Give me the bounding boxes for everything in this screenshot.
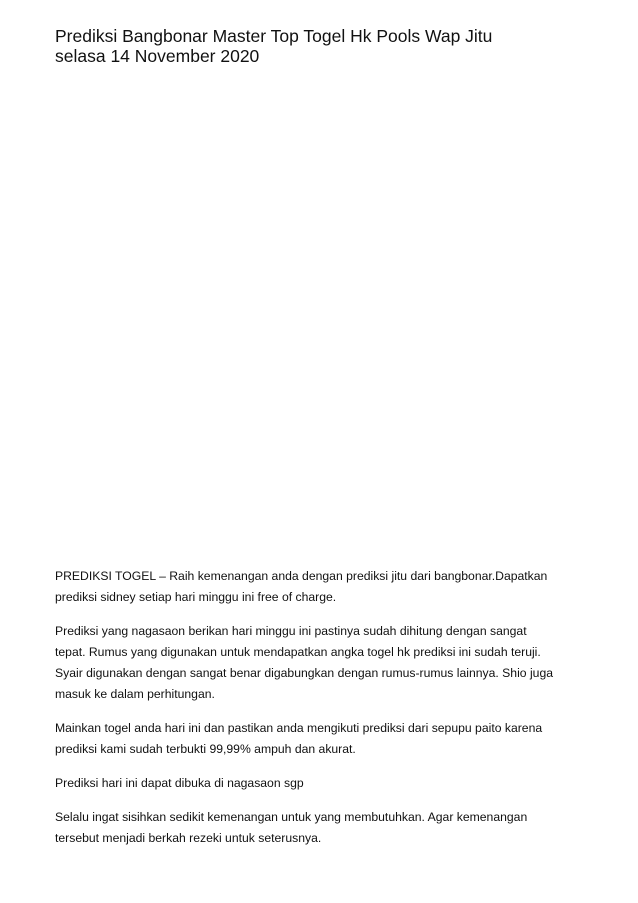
text-line: Selalu ingat sisihkan sedikit kemenangan untuk yang membutuhkan. Agar kemenangan <box>55 810 528 824</box>
page-title-line: Prediksi Bangbonar Master Top Togel Hk Pools Wap Jitu <box>55 26 493 46</box>
text-line: Mainkan togel anda hari ini dan pastikan anda mengikuti prediksi dari sepupu paito karena <box>55 721 543 735</box>
paragraph <box>55 807 600 849</box>
paragraph <box>55 718 600 760</box>
paragraph <box>55 773 600 794</box>
text-line: prediksi kami sudah terbukti 99,99% ampuh dan akurat. <box>55 742 356 756</box>
text-line: Prediksi hari ini dapat dibuka di nagasaon sgp <box>55 776 304 790</box>
text-line: Syair digunakan dengan sangat benar digabungkan dengan rumus-rumus lainnya. Shio juga <box>55 666 554 680</box>
text-line: PREDIKSI TOGEL – Raih kemenangan anda dengan prediksi jitu dari bangbonar.Dapatkan <box>55 569 548 583</box>
page-title <box>55 26 595 66</box>
paragraph <box>55 566 600 608</box>
text-line: prediksi sidney setiap hari minggu ini free of charge. <box>55 590 337 604</box>
page-title-line: selasa 14 November 2020 <box>55 46 260 66</box>
text-line: Prediksi yang nagasaon berikan hari minggu ini pastinya sudah dihitung dengan sangat <box>55 624 527 638</box>
article-body <box>55 566 600 862</box>
text-line: tepat. Rumus yang digunakan untuk mendapatkan angka togel hk prediksi ini sudah teruji. <box>55 645 541 659</box>
text-line: tersebut menjadi berkah rezeki untuk seterusnya. <box>55 831 322 845</box>
paragraph <box>55 621 600 705</box>
text-line: masuk ke dalam perhitungan. <box>55 687 215 701</box>
